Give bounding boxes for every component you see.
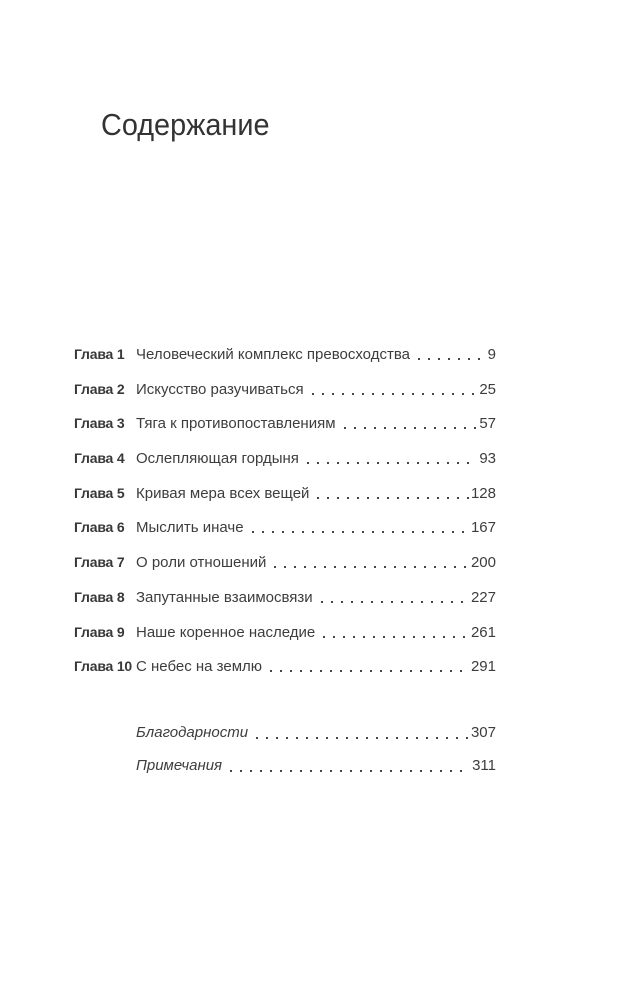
chapter-label: Глава 6 [74, 519, 125, 536]
chapter-title: О роли отношений [136, 554, 267, 572]
toc-entry-chapter-1 [74, 346, 496, 362]
chapter-label: Глава 2 [74, 380, 125, 397]
chapter-title: Человеческий комплекс превосходства [136, 346, 410, 363]
dot-leader [312, 393, 478, 395]
page-number: 291 [470, 658, 496, 676]
toc-entry-acknowledgments [74, 725, 496, 741]
page-number: 167 [470, 519, 496, 537]
chapter-label: Глава 8 [74, 588, 125, 605]
toc-entry-chapter-10 [74, 658, 496, 674]
chapter-title: С небес на землю [136, 658, 263, 676]
backmatter-list [74, 725, 496, 791]
backmatter-title: Примечания [136, 757, 223, 774]
toc-entry-chapter-8 [74, 589, 496, 605]
chapter-title: Тяга к противопоставлениям [136, 415, 336, 433]
dot-leader [344, 427, 478, 429]
dot-leader [256, 737, 469, 739]
toc-entry-notes [74, 758, 496, 774]
chapter-title: Наше коренное наследие [136, 623, 316, 641]
chapter-label: Глава 3 [74, 415, 125, 432]
page-number: 261 [470, 623, 496, 641]
toc-entry-chapter-9 [74, 624, 496, 640]
chapter-label: Глава 10 [74, 658, 132, 675]
page-number: 128 [470, 484, 496, 502]
dot-leader [418, 358, 486, 360]
dot-leader [323, 636, 469, 638]
chapter-title: Ослепляющая гордыня [136, 450, 299, 468]
dot-leader [317, 497, 469, 499]
page-number: 227 [470, 588, 496, 606]
backmatter-title: Благодарности [136, 724, 249, 741]
page-number: 93 [479, 450, 496, 468]
page-number: 311 [472, 757, 496, 774]
dot-leader [252, 531, 469, 533]
page-number: 57 [479, 415, 496, 433]
toc-entry-chapter-4 [74, 450, 496, 466]
dot-leader [230, 770, 470, 772]
chapter-label: Глава 5 [74, 484, 125, 501]
dot-leader [321, 601, 469, 603]
toc-entry-chapter-2 [74, 381, 496, 397]
chapter-title: Запутанные взаимосвязи [136, 588, 313, 606]
toc-entry-chapter-5 [74, 485, 496, 501]
chapter-title: Мыслить иначе [136, 519, 244, 537]
toc-entry-chapter-3 [74, 415, 496, 431]
chapter-title: Кривая мера всех вещей [136, 484, 310, 502]
page-title: Содержание [101, 107, 270, 142]
dot-leader [270, 670, 469, 672]
toc-list [74, 346, 496, 693]
dot-leader [307, 462, 477, 464]
dot-leader [274, 566, 469, 568]
toc-entry-chapter-7 [74, 554, 496, 570]
page-number: 200 [470, 554, 496, 572]
chapter-label: Глава 9 [74, 623, 125, 640]
chapter-label: Глава 1 [74, 346, 125, 362]
page-number: 25 [479, 380, 496, 398]
chapter-label: Глава 7 [74, 554, 125, 571]
chapter-title: Искусство разучиваться [136, 380, 304, 398]
page-number: 307 [470, 724, 496, 741]
toc-entry-chapter-6 [74, 519, 496, 535]
page-number: 9 [487, 346, 496, 363]
chapter-label: Глава 4 [74, 450, 125, 467]
